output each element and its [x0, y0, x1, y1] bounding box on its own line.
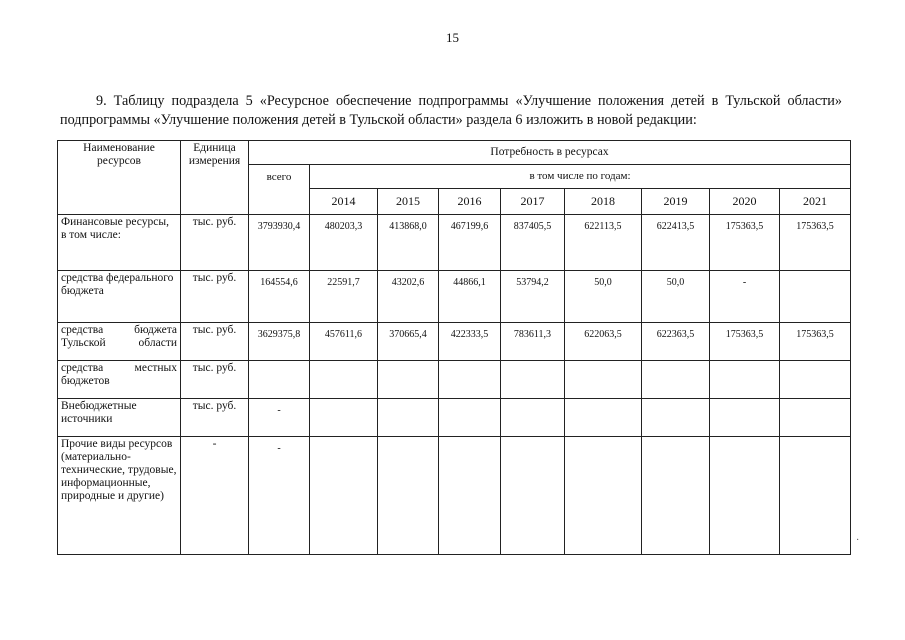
year-value-cell [501, 361, 565, 399]
year-value-cell: 413868,0 [378, 215, 439, 271]
year-value-cell [439, 437, 501, 555]
header-year: 2020 [710, 189, 780, 215]
row-unit: тыс. руб. [181, 215, 249, 271]
year-value-cell: 43202,6 [378, 271, 439, 323]
year-value-cell: 53794,2 [501, 271, 565, 323]
row-unit: тыс. руб. [181, 399, 249, 437]
table-row [58, 437, 851, 555]
year-value-cell: 622063,5 [565, 323, 642, 361]
year-value-cell [642, 399, 710, 437]
row-total: 3793930,4 [249, 215, 310, 271]
year-value-cell: 622413,5 [642, 215, 710, 271]
year-value-cell [565, 399, 642, 437]
row-name: Финансовые ресурсы, в том числе: [58, 215, 181, 271]
row-total: - [249, 437, 310, 555]
header-year: 2018 [565, 189, 642, 215]
row-unit: тыс. руб. [181, 323, 249, 361]
year-value-cell [565, 437, 642, 555]
row-unit: тыс. руб. [181, 271, 249, 323]
page-number: 15 [446, 30, 459, 45]
row-name: Прочие виды ресурсов (материально-технические, трудовые, информационные, природные и другие) [58, 437, 181, 555]
header-name: Наименование ресурсов [58, 141, 181, 215]
table-row [58, 323, 851, 361]
header-year: 2021 [780, 189, 851, 215]
year-value-cell: 50,0 [565, 271, 642, 323]
scan-speck: · [856, 535, 860, 546]
year-value-cell [378, 437, 439, 555]
row-total: 3629375,8 [249, 323, 310, 361]
year-value-cell: 837405,5 [501, 215, 565, 271]
year-value-cell [780, 437, 851, 555]
row-unit: - [181, 437, 249, 555]
header-year: 2017 [501, 189, 565, 215]
year-value-cell [780, 399, 851, 437]
year-value-cell: 422333,5 [439, 323, 501, 361]
year-value-cell: 370665,4 [378, 323, 439, 361]
year-value-cell [501, 399, 565, 437]
header-by-years: в том числе по годам: [310, 165, 851, 189]
year-value-cell: 480203,3 [310, 215, 378, 271]
row-name: Внебюджетные источники [58, 399, 181, 437]
year-value-cell: 175363,5 [780, 323, 851, 361]
year-value-cell [780, 271, 851, 323]
year-value-cell [310, 399, 378, 437]
year-value-cell [780, 361, 851, 399]
year-value-cell: 175363,5 [710, 215, 780, 271]
year-value-cell [710, 437, 780, 555]
year-value-cell: 22591,7 [310, 271, 378, 323]
header-total: всего [249, 165, 310, 215]
header-unit: Единица измерения [181, 141, 249, 215]
header-year: 2014 [310, 189, 378, 215]
table-row [58, 361, 851, 399]
year-value-cell: 783611,3 [501, 323, 565, 361]
year-value-cell: 622363,5 [642, 323, 710, 361]
year-value-cell: 175363,5 [780, 215, 851, 271]
year-value-cell [378, 361, 439, 399]
resources-table [57, 140, 851, 555]
header-need: Потребность в ресурсах [249, 141, 851, 165]
row-name: средства местных бюджетов [58, 361, 181, 399]
row-total [249, 361, 310, 399]
header-year: 2016 [439, 189, 501, 215]
year-value-cell [310, 361, 378, 399]
header-row-1 [58, 141, 851, 165]
row-total: - [249, 399, 310, 437]
year-value-cell [565, 361, 642, 399]
row-name: средства бюджета Тульской области [58, 323, 181, 361]
year-value-cell: 50,0 [642, 271, 710, 323]
header-year: 2019 [642, 189, 710, 215]
year-value-cell [710, 361, 780, 399]
table-row [58, 399, 851, 437]
year-value-cell: 175363,5 [710, 323, 780, 361]
year-value-cell [378, 399, 439, 437]
year-value-cell [642, 361, 710, 399]
year-value-cell: - [710, 271, 780, 323]
year-value-cell: 44866,1 [439, 271, 501, 323]
year-value-cell [439, 361, 501, 399]
year-value-cell [710, 399, 780, 437]
year-value-cell: 622113,5 [565, 215, 642, 271]
row-total: 164554,6 [249, 271, 310, 323]
row-unit: тыс. руб. [181, 361, 249, 399]
table-row [58, 271, 851, 323]
year-value-cell [642, 437, 710, 555]
year-value-cell [310, 437, 378, 555]
table-row [58, 215, 851, 271]
year-value-cell [501, 437, 565, 555]
intro-paragraph: 9. Таблицу подраздела 5 «Ресурсное обеспечение подпрограммы «Улучшение положения детей в Тульской области» подпрограммы «Улучшение положения детей в Тульской области» раздела 6 изложить в новой редакции: [60, 93, 842, 128]
row-name: средства федерального бюджета [58, 271, 181, 323]
year-value-cell: 457611,6 [310, 323, 378, 361]
header-year: 2015 [378, 189, 439, 215]
year-value-cell [439, 399, 501, 437]
year-value-cell: 467199,6 [439, 215, 501, 271]
